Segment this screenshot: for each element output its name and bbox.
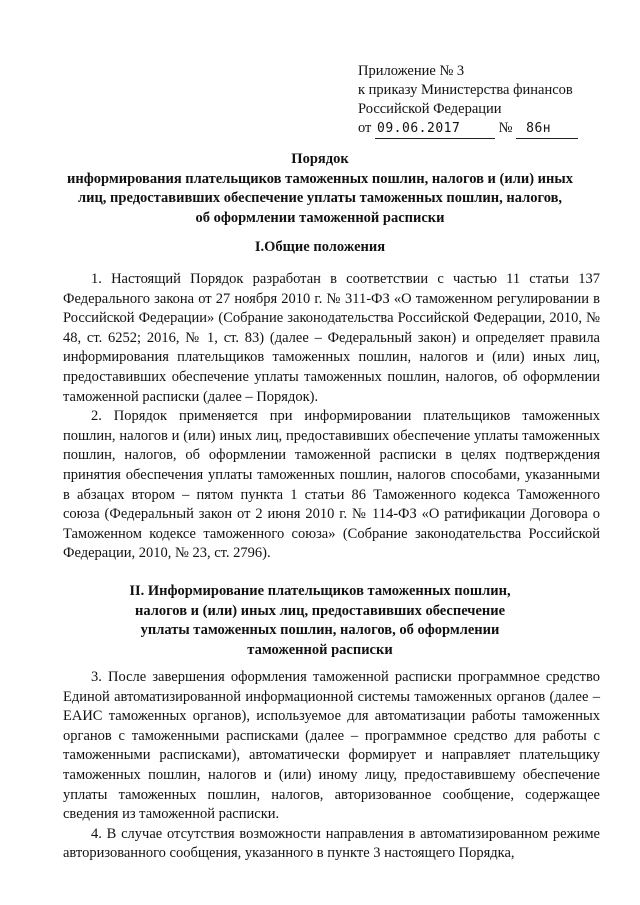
section-1-body	[63, 270, 600, 564]
title-line-2: лиц, предоставивших обеспечение уплаты таможенных пошлин, налогов,	[77, 190, 563, 206]
title-heading: Порядок	[291, 151, 349, 167]
paragraph-2: 2. Порядок применяется при информировании плательщиков таможенных пошлин, налогов и (или) иных лиц, предоставивших обеспечение уплаты таможенных пошлин, налогов, об оформлении таможенной расписки в целях подтверждения принятия обеспечения уплаты таможенных пошлин, налогов способами, указанными в абзацах втором – пятом пункта 1 статьи 86 Таможенного кодекса Таможенного союза (Федеральный закон от 2 июня 2010 г. № 114-ФЗ «О ратификации Договора о Таможенном кодексе таможенного союза» (Собрание законодательства Российской Федерации, 2010, № 23, ст. 2796).	[63, 408, 600, 562]
document-title	[0, 150, 640, 228]
appendix-date-number-line	[358, 119, 608, 139]
paragraph-1: 1. Настоящий Порядок разработан в соответствии с частью 11 статьи 137 Федерального закона от 27 ноября 2010 г. № 311-ФЗ «О таможенном регулировании в Российской Федерации» (Собрание законодательства Российской Федерации, 2010, № 48, ст. 6252; 2016, № 1, ст. 83) (далее – Федеральный закон) и определяет правила информирования плательщиков таможенных пошлин, налогов и (или) иных лиц, предоставивших обеспечение уплаты таможенных пошлин, налогов, об оформлении таможенной расписки (далее – Порядок).	[63, 271, 600, 405]
section-2-body	[63, 668, 600, 864]
section-2-heading-line-1: II. Информирование плательщиков таможенных пошлин,	[129, 583, 511, 599]
appendix-number: Приложение № 3	[358, 63, 465, 79]
appendix-block	[358, 62, 608, 139]
title-line-1: информирования плательщиков таможенных пошлин, налогов и (или) иных	[67, 170, 573, 187]
number-field	[516, 119, 578, 139]
section-2-heading-line-2: налогов и (или) иных лиц, предоставивших обеспечение	[134, 602, 506, 619]
section-1-heading: I.Общие положения	[254, 239, 386, 255]
number-prefix: №	[498, 120, 513, 136]
date-value: 09.06.2017	[377, 121, 461, 136]
appendix-order-ref: к приказу Министерства финансов	[358, 82, 573, 98]
title-line-3: об оформлении таможенной расписки	[195, 209, 445, 226]
appendix-ministry: Российской Федерации	[358, 101, 502, 117]
number-value: 86н	[526, 121, 552, 136]
section-2-heading-line-3: уплаты таможенных пошлин, налогов, об оформлении	[140, 622, 500, 638]
paragraph-3: 3. После завершения оформления таможенной расписки программное средство Единой автоматизированной информационной системы таможенных органов (далее – ЕАИС таможенных органов), используемое для автоматизации работы таможенных органов с таможенными расписками (далее – программное средство для работы с таможенными расписками), автоматически формирует и направляет плательщику таможенных пошлин, налогов и (или) иному лицу, предоставившему обеспечение уплаты таможенных пошлин, налогов, авторизованное сообщение, содержащее сведения из таможенной расписки.	[63, 669, 600, 823]
date-prefix: от	[358, 120, 372, 136]
paragraph-4: 4. В случае отсутствия возможности направления в автоматизированном режиме авторизованного сообщения, указанного в пункте 3 настоящего Порядка,	[63, 825, 600, 862]
section-2-heading-line-4: таможенной расписки	[247, 641, 393, 658]
section-2-heading	[0, 582, 640, 660]
date-field	[375, 119, 495, 139]
